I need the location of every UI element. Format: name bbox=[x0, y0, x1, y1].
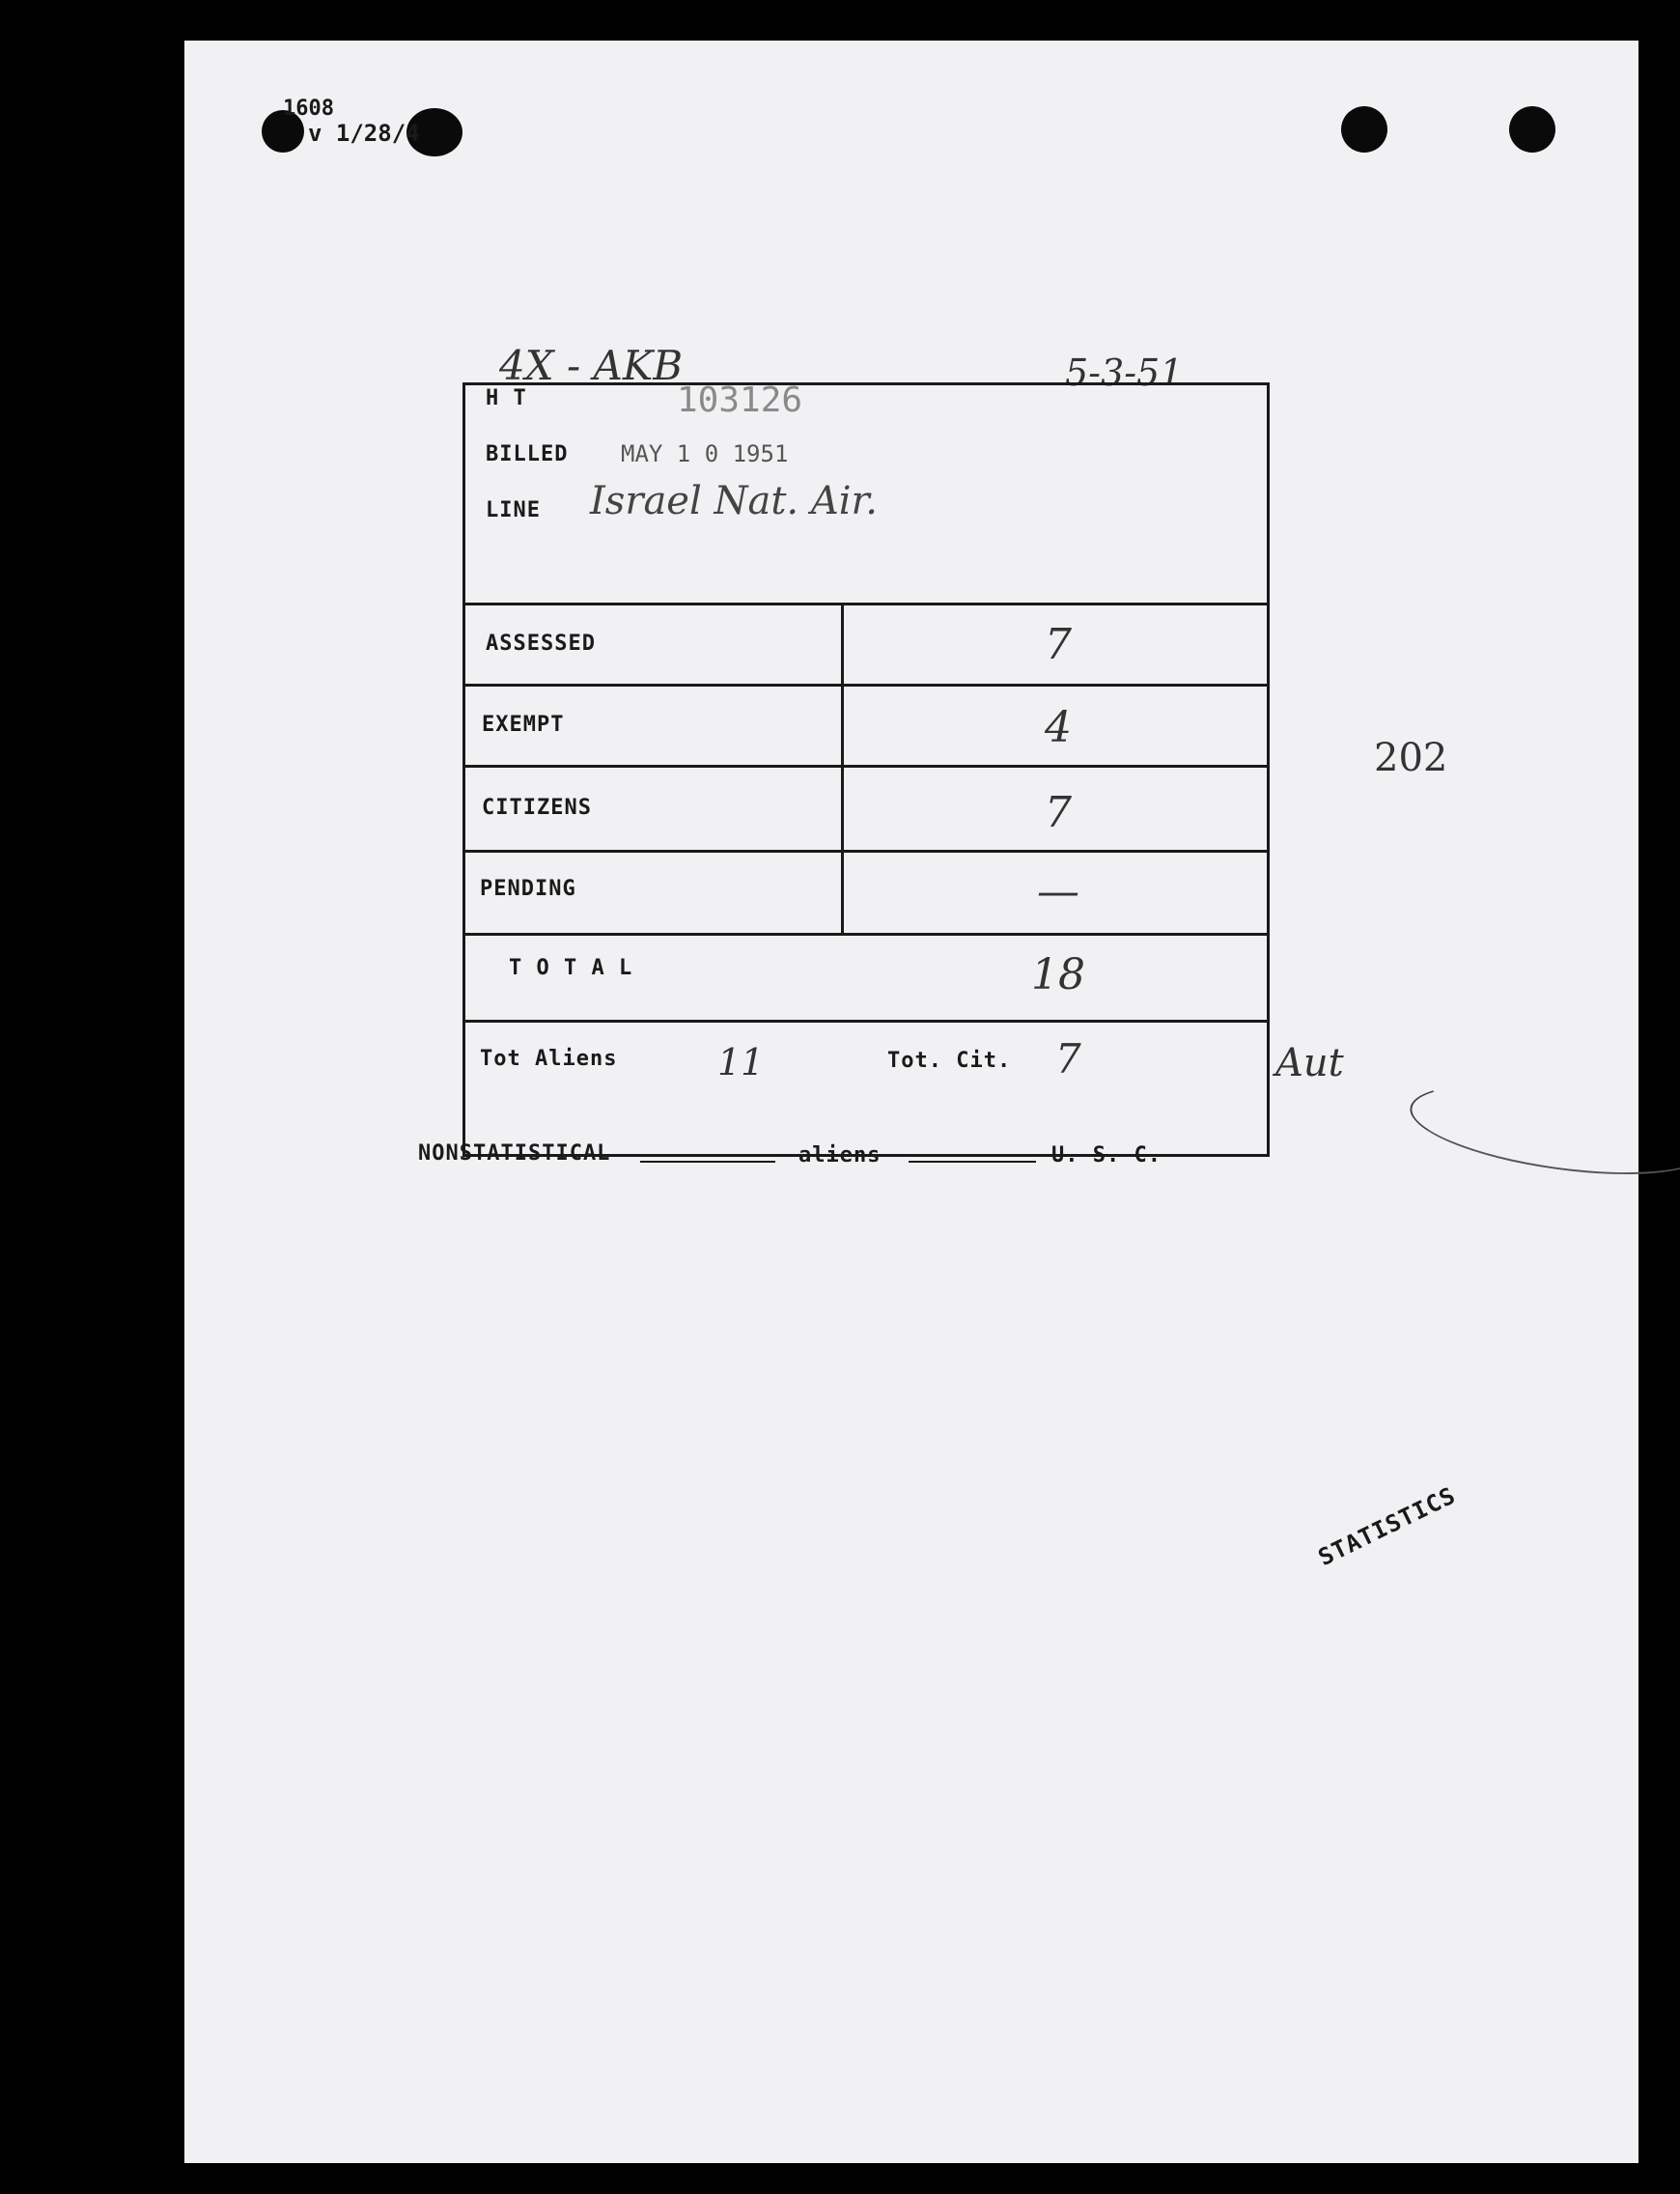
document-page bbox=[184, 41, 1638, 2163]
assessed-label: ASSESSED bbox=[486, 632, 596, 656]
column-divider bbox=[841, 603, 844, 935]
divider bbox=[462, 684, 1270, 687]
divider bbox=[462, 765, 1270, 768]
tot-aliens-label: Tot Aliens bbox=[480, 1047, 618, 1071]
punch-hole-right bbox=[1509, 106, 1555, 153]
aliens-label: aliens bbox=[798, 1143, 882, 1167]
statistics-stamp: STATISTICS bbox=[1314, 1481, 1461, 1572]
tot-cit-label: Tot. Cit. bbox=[887, 1049, 1012, 1073]
pending-label: PENDING bbox=[480, 877, 576, 901]
pending-value: — bbox=[1037, 867, 1079, 916]
punch-hole-left bbox=[1341, 106, 1387, 153]
total-label: T O T A L bbox=[509, 956, 633, 980]
total-value: 18 bbox=[1031, 950, 1085, 999]
billed-stamp: MAY 1 0 1951 bbox=[621, 440, 789, 467]
exempt-value: 4 bbox=[1045, 703, 1072, 752]
nonstatistical-label: NONSTATISTICAL bbox=[418, 1141, 611, 1166]
line-label: LINE bbox=[486, 498, 541, 522]
exempt-label: EXEMPT bbox=[482, 713, 565, 737]
registration-number: 4X - AKB bbox=[499, 342, 684, 389]
divider bbox=[462, 603, 1270, 605]
assessed-value: 7 bbox=[1045, 620, 1072, 669]
form-number: 1608 bbox=[283, 97, 334, 121]
form-date: v 1/28/4 bbox=[308, 120, 420, 147]
margin-number: 202 bbox=[1374, 736, 1448, 780]
initials-circle bbox=[1405, 1068, 1680, 1191]
ht-label: H T bbox=[486, 386, 527, 410]
divider bbox=[462, 850, 1270, 853]
usc-label: U. S. C. bbox=[1051, 1143, 1162, 1167]
divider bbox=[462, 933, 1270, 936]
citizens-label: CITIZENS bbox=[482, 796, 592, 820]
aliens-blank bbox=[909, 1161, 1036, 1163]
handwritten-date: 5-3-51 bbox=[1065, 352, 1184, 394]
tot-aliens-value: 11 bbox=[717, 1041, 765, 1083]
initials: Aut bbox=[1275, 1041, 1344, 1085]
divider bbox=[462, 1020, 1270, 1023]
tot-cit-value: 7 bbox=[1055, 1035, 1081, 1083]
citizens-value: 7 bbox=[1045, 788, 1072, 837]
line-value: Israel Nat. Air. bbox=[590, 479, 878, 523]
nonstatistical-blank bbox=[640, 1161, 775, 1163]
ht-stamp: 103126 bbox=[677, 380, 803, 420]
billed-label: BILLED bbox=[486, 442, 569, 466]
